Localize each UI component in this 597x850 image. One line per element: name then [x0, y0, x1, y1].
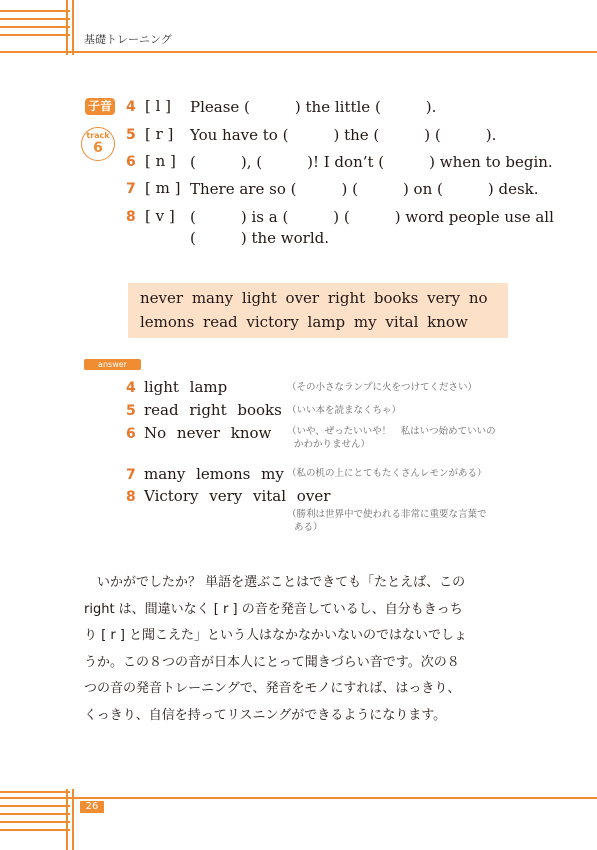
- header-rule: [0, 51, 597, 53]
- track-word: track: [86, 131, 110, 140]
- word-choices-line-1: never many light over right books very no: [140, 289, 488, 307]
- answer-translation-continued: かわかりません）: [294, 439, 371, 450]
- paragraph-line: くっきり、自信を持ってリスニングができるようになります。: [84, 707, 447, 723]
- footer-line-3: [0, 805, 70, 807]
- header-vertical-2: [72, 0, 74, 55]
- word-choices-line-2: lemons read victory lamp my vital know: [140, 313, 468, 331]
- header-line-3: [0, 26, 70, 28]
- question-number: 7: [126, 181, 136, 197]
- question-text: There are so ( ) ( ) on ( ) desk.: [190, 180, 539, 198]
- question-symbol: [ n ]: [145, 152, 176, 170]
- answer-number: 6: [126, 426, 136, 442]
- header-line-1: [0, 10, 70, 12]
- answer-translation-continued: ある）: [294, 522, 323, 533]
- paragraph-line: いかがでしたか？ 単語を選ぶことはできても「たとえば、この: [84, 575, 466, 590]
- footer-line-5: [0, 821, 70, 823]
- answer-translation: （私の机の上にとてもたくさんレモンがある）: [287, 468, 487, 479]
- question-number: 6: [126, 154, 136, 170]
- question-symbol: [ l ]: [145, 97, 172, 115]
- question-number: 4: [126, 99, 136, 115]
- footer-rule: [0, 797, 597, 799]
- paragraph-line: つの音の発音トレーニングで、発音をモノにすれば、はっきり、: [84, 681, 461, 696]
- header-line-4: [0, 34, 70, 36]
- track-badge: [81, 127, 115, 161]
- footer-vertical-2: [72, 789, 74, 850]
- answer-translation: （勝利は世界中で使われる非常に重要な言葉で: [287, 509, 487, 520]
- question-text: You have to ( ) the ( ) ( ).: [190, 126, 497, 144]
- footer-line-1: [0, 791, 70, 793]
- answer-number: 7: [126, 467, 136, 483]
- explanation-paragraph: [84, 570, 514, 729]
- footer-line-6: [0, 829, 70, 831]
- question-number: 8: [126, 209, 136, 225]
- answer-translation: （その小さなランプに火をつけてください）: [287, 382, 478, 393]
- answer-translation: （いい本を読まなくちゃ）: [287, 405, 402, 416]
- question-number: 5: [126, 127, 136, 143]
- question-text-continued: ( ) the world.: [190, 229, 330, 247]
- answer-text: light lamp: [144, 378, 228, 396]
- answer-number: 5: [126, 403, 136, 419]
- paragraph-line: り [ r ] と聞こえた」という人はなかなかいないのではないでしょ: [84, 628, 468, 643]
- question-symbol: [ r ]: [145, 125, 174, 143]
- paragraph-line: うか。この８つの音が日本人にとって聞きづらい音です。次の８: [84, 654, 460, 670]
- question-text: ( ), ( )! I don’t ( ) when to begin.: [190, 153, 553, 171]
- consonant-label: 子音: [85, 98, 115, 115]
- answer-text: read right books: [144, 401, 282, 419]
- question-text: Please ( ) the little ( ).: [190, 98, 437, 116]
- header-line-2: [0, 18, 70, 20]
- answer-number: 4: [126, 380, 136, 396]
- track-number: 6: [93, 140, 103, 156]
- answer-tag: answer: [84, 359, 141, 370]
- question-symbol: [ v ]: [145, 207, 175, 225]
- question-text: ( ) is a ( ) ( ) word people use all: [190, 208, 554, 226]
- question-symbol: [ m ]: [145, 179, 181, 197]
- page-number: 26: [80, 801, 104, 813]
- answer-number: 8: [126, 489, 136, 505]
- footer-line-4: [0, 813, 70, 815]
- answer-text: Victory very vital over: [144, 487, 331, 505]
- answer-text: many lemons my: [144, 465, 284, 483]
- section-title: 基礎トレーニング: [84, 33, 172, 46]
- word-choices-box: [128, 283, 508, 338]
- paragraph-line: right は、間違いなく [ r ] の音を発音しているし、自分もきっち: [84, 601, 463, 617]
- footer-vertical-1: [66, 789, 68, 850]
- answer-text: No never know: [144, 424, 272, 442]
- header-vertical-1: [66, 0, 68, 55]
- answer-translation: （いや、ぜったいいや！ 私はいつ始めていいの: [287, 426, 496, 437]
